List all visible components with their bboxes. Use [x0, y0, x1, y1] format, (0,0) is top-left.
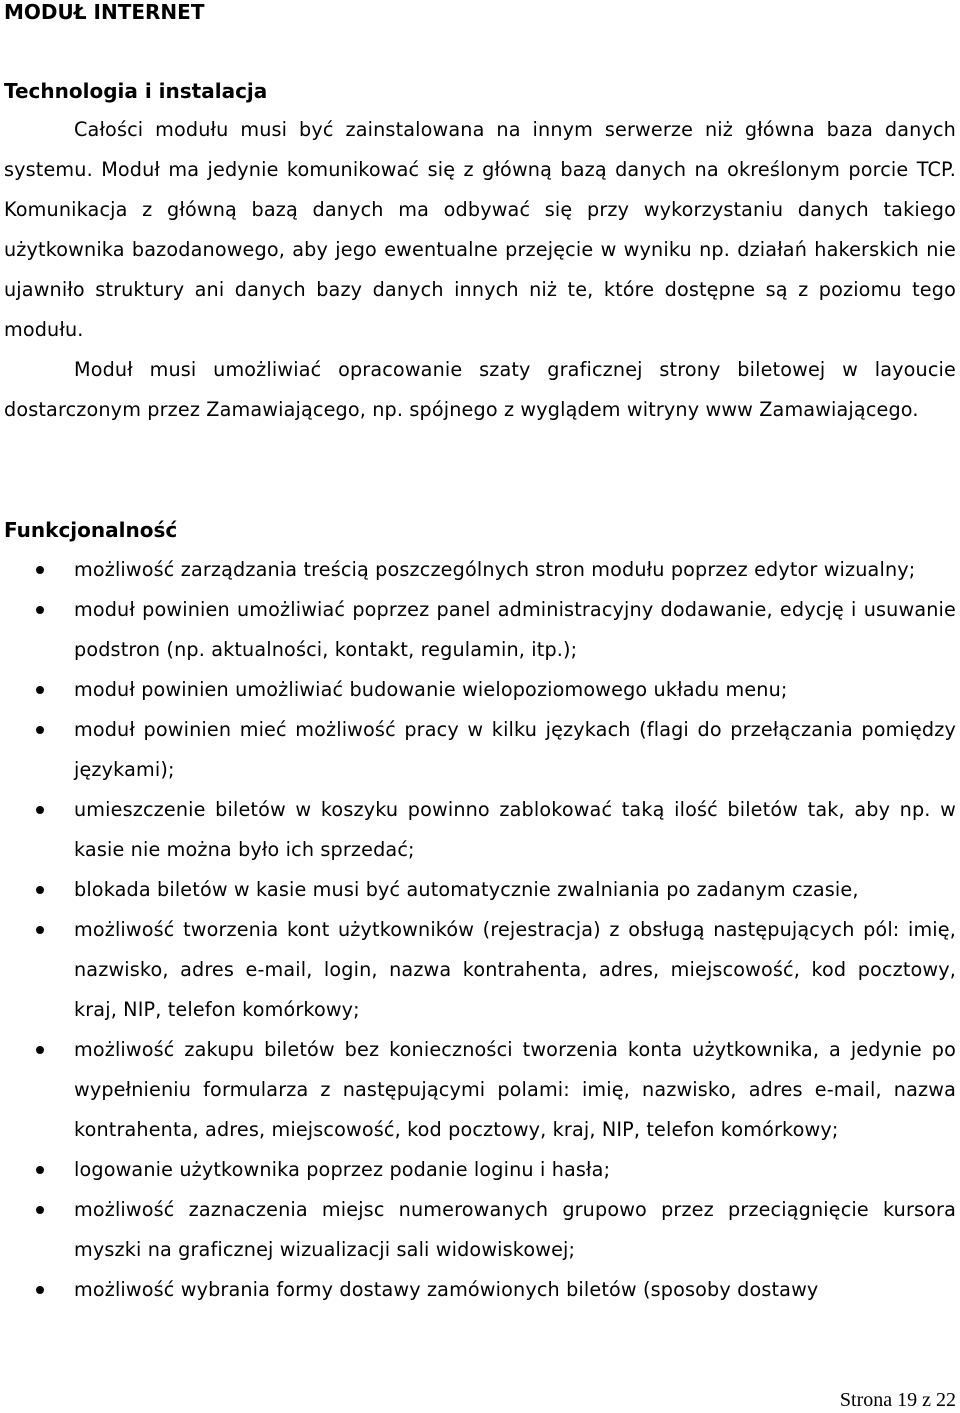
- list-item: [0, 870, 956, 910]
- bullet-icon: [36, 1046, 44, 1054]
- bullet-icon: [36, 1286, 44, 1294]
- list-item-text: logowanie użytkownika poprzez podanie loginu i hasła;: [74, 1158, 611, 1181]
- list-item-text: możliwość tworzenia kont użytkowników (rejestracja) z obsługą następujących pól: imię, nazwisko, adres e-mail, login, nazwa kontrahenta, adres, miejscowość, kod pocztowy, kraj, NIP, telefon komórkowy;: [74, 918, 956, 1021]
- list-item: [0, 710, 956, 790]
- list-item-text: moduł powinien umożliwiać budowanie wielopoziomowego układu menu;: [74, 678, 788, 701]
- list-item: [0, 1270, 956, 1310]
- bullet-icon: [36, 926, 44, 934]
- bullet-icon: [36, 686, 44, 694]
- list-item-text: możliwość wybrania formy dostawy zamówionych biletów (sposoby dostawy: [74, 1278, 819, 1301]
- bullet-icon: [36, 886, 44, 894]
- list-item: [0, 1150, 956, 1190]
- section-heading-funkcjonalnosc: Funkcjonalność: [4, 518, 178, 542]
- list-item-text: blokada biletów w kasie musi być automatycznie zwalniania po zadanym czasie,: [74, 878, 859, 901]
- paragraph-technologia: Całości modułu musi być zainstalowana na innym serwerze niż główna baza danych systemu. Moduł ma jedynie komunikować się z główną bazą danych na określonym porcie TCP. Komunikacja z główną bazą danych ma odbywać się przy wykorzystaniu danych takiego użytkownika bazodanowego, aby jego ewentualne przejęcie w wyniku np. działań hakerskich nie ujawniło struktury ani danych bazy danych innych niż te, które dostępne są z poziomu tego modułu.: [4, 118, 956, 341]
- bullet-icon: [36, 1166, 44, 1174]
- document-title: MODUŁ INTERNET: [4, 0, 205, 24]
- list-item: [0, 1030, 956, 1150]
- section-heading-technologia: Technologia i instalacja: [4, 79, 268, 103]
- list-item-text: możliwość zaznaczenia miejsc numerowanych grupowo przez przeciągnięcie kursora myszki na graficznej wizualizacji sali widowiskowej;: [74, 1198, 956, 1261]
- list-item-text: moduł powinien umożliwiać poprzez panel administracyjny dodawanie, edycję i usuwanie podstron (np. aktualności, kontakt, regulamin, itp.);: [74, 598, 956, 661]
- list-item: [0, 910, 956, 1030]
- paragraph-szata-graficzna: Moduł musi umożliwiać opracowanie szaty graficznej strony biletowej w layoucie dostarczonym przez Zamawiającego, np. spójnego z wyglądem witryny www Zamawiającego.: [4, 358, 956, 421]
- list-item-text: umieszczenie biletów w koszyku powinno zablokować taką ilość biletów tak, aby np. w kasie nie można było ich sprzedać;: [74, 798, 956, 861]
- bullet-icon: [36, 726, 44, 734]
- functionality-list: [0, 550, 960, 1310]
- list-item: [0, 790, 956, 870]
- bullet-icon: [36, 806, 44, 814]
- list-item: [0, 550, 956, 590]
- bullet-icon: [36, 566, 44, 574]
- list-item-text: moduł powinien mieć możliwość pracy w kilku językach (flagi do przełączania pomiędzy językami);: [74, 718, 956, 781]
- list-item: [0, 1190, 956, 1270]
- list-item-text: możliwość zarządzania treścią poszczególnych stron modułu poprzez edytor wizualny;: [74, 558, 916, 581]
- list-item-text: możliwość zakupu biletów bez konieczności tworzenia konta użytkownika, a jedynie po wypełnieniu formularza z następującymi polami: imię, nazwisko, adres e-mail, nazwa kontrahenta, adres, miejscowość, kod pocztowy, kraj, NIP, telefon komórkowy;: [74, 1038, 956, 1141]
- bullet-icon: [36, 1206, 44, 1214]
- page-number: Strona 19 z 22: [839, 1389, 956, 1411]
- bullet-icon: [36, 606, 44, 614]
- list-item: [0, 670, 956, 710]
- list-item: [0, 590, 956, 670]
